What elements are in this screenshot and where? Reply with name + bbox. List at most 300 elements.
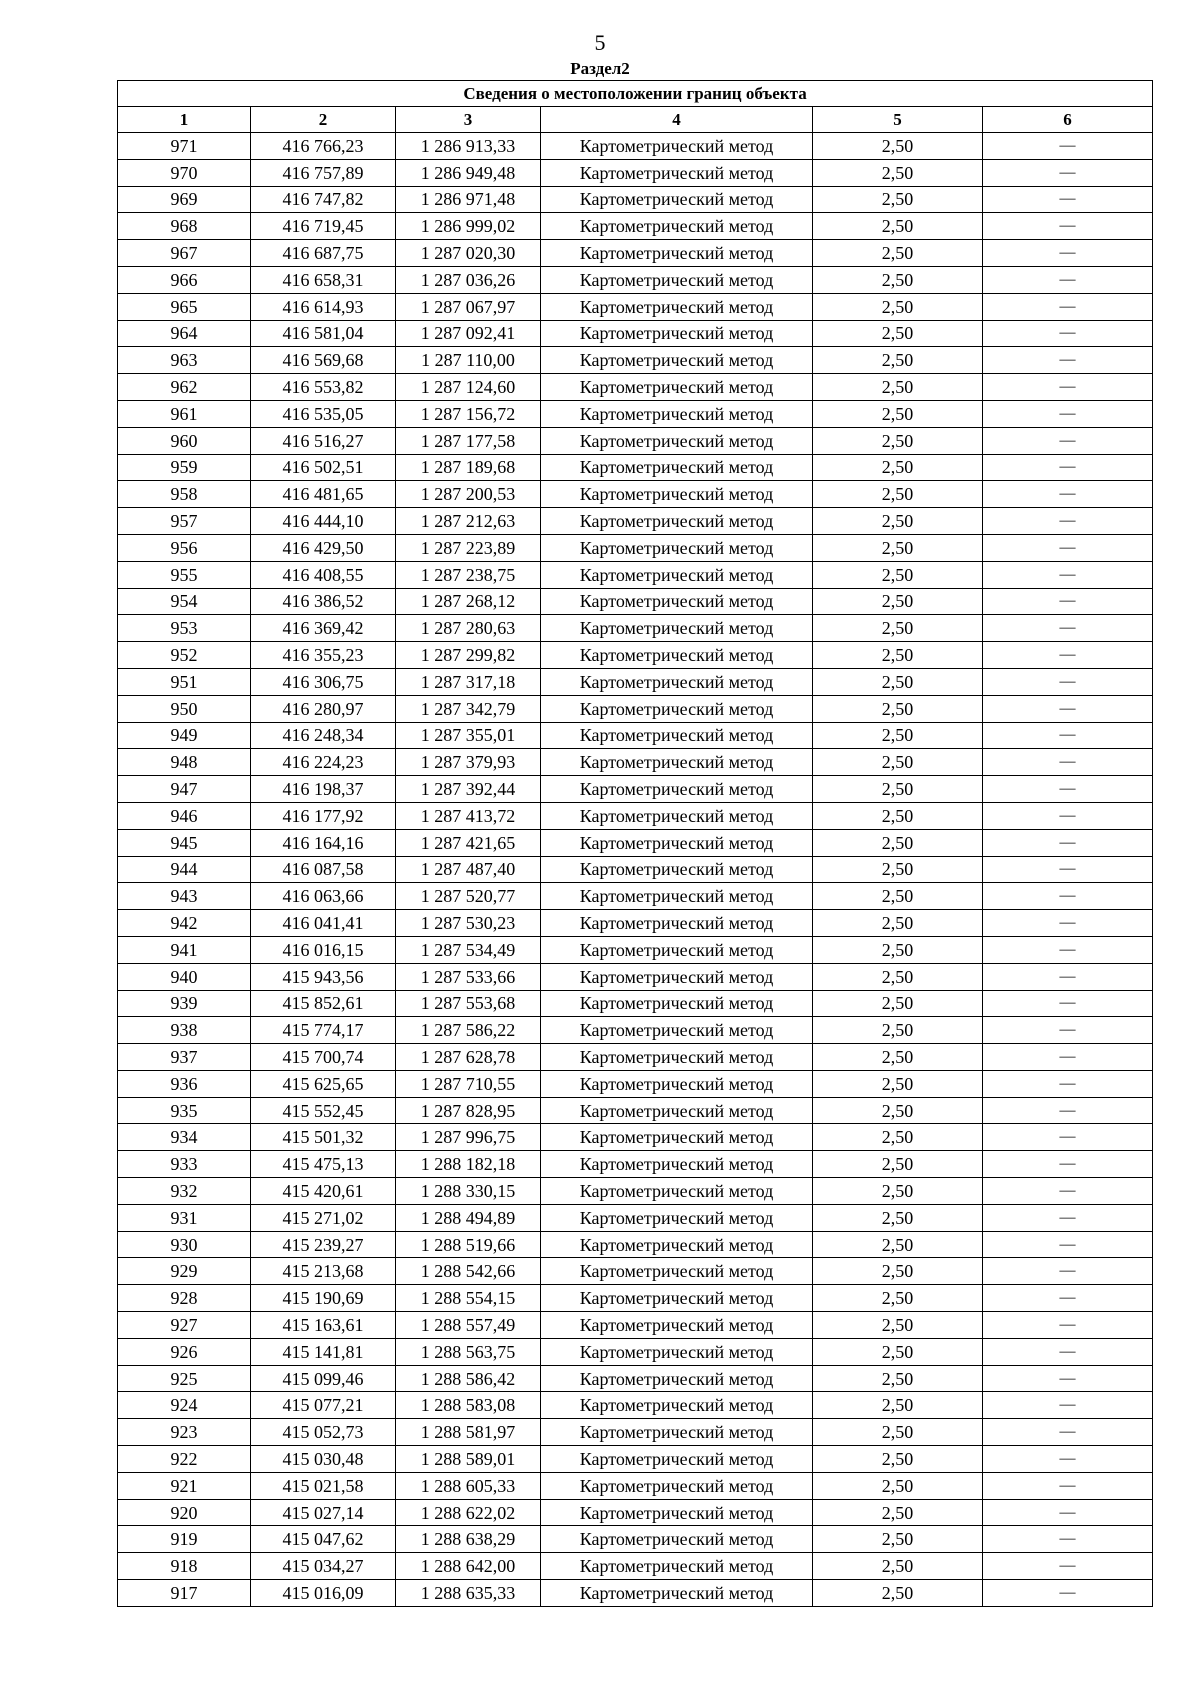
table-row	[118, 1499, 1153, 1526]
table-row	[118, 1312, 1153, 1339]
point-number-cell: 962	[118, 374, 251, 401]
method-cell: Картометрический метод	[541, 1446, 813, 1473]
column-number-5: 5	[813, 107, 983, 133]
x-coordinate-cell: 416 569,68	[251, 347, 396, 374]
point-number-cell: 946	[118, 802, 251, 829]
x-coordinate-cell: 416 248,34	[251, 722, 396, 749]
y-coordinate-cell: 1 287 828,95	[396, 1097, 541, 1124]
note-cell: —	[983, 293, 1153, 320]
note-cell: —	[983, 883, 1153, 910]
point-number-cell: 964	[118, 320, 251, 347]
table-row	[118, 990, 1153, 1017]
y-coordinate-cell: 1 288 622,02	[396, 1499, 541, 1526]
table-row	[118, 642, 1153, 669]
accuracy-cell: 2,50	[813, 695, 983, 722]
accuracy-cell: 2,50	[813, 133, 983, 160]
accuracy-cell: 2,50	[813, 856, 983, 883]
table-row	[118, 1553, 1153, 1580]
y-coordinate-cell: 1 287 533,66	[396, 963, 541, 990]
note-cell: —	[983, 1446, 1153, 1473]
accuracy-cell: 2,50	[813, 374, 983, 401]
x-coordinate-cell: 415 625,65	[251, 1070, 396, 1097]
accuracy-cell: 2,50	[813, 561, 983, 588]
y-coordinate-cell: 1 287 379,93	[396, 749, 541, 776]
method-cell: Картометрический метод	[541, 347, 813, 374]
point-number-cell: 928	[118, 1285, 251, 1312]
method-cell: Картометрический метод	[541, 695, 813, 722]
x-coordinate-cell: 416 306,75	[251, 668, 396, 695]
y-coordinate-cell: 1 288 638,29	[396, 1526, 541, 1553]
note-cell: —	[983, 1553, 1153, 1580]
note-cell: —	[983, 1472, 1153, 1499]
method-cell: Картометрический метод	[541, 561, 813, 588]
y-coordinate-cell: 1 288 581,97	[396, 1419, 541, 1446]
note-cell: —	[983, 186, 1153, 213]
x-coordinate-cell: 415 475,13	[251, 1151, 396, 1178]
method-cell: Картометрический метод	[541, 293, 813, 320]
y-coordinate-cell: 1 287 487,40	[396, 856, 541, 883]
accuracy-cell: 2,50	[813, 668, 983, 695]
accuracy-cell: 2,50	[813, 186, 983, 213]
method-cell: Картометрический метод	[541, 802, 813, 829]
accuracy-cell: 2,50	[813, 615, 983, 642]
accuracy-cell: 2,50	[813, 1526, 983, 1553]
point-number-cell: 940	[118, 963, 251, 990]
y-coordinate-cell: 1 288 557,49	[396, 1312, 541, 1339]
point-number-cell: 968	[118, 213, 251, 240]
y-coordinate-cell: 1 288 494,89	[396, 1204, 541, 1231]
method-cell: Картометрический метод	[541, 749, 813, 776]
point-number-cell: 925	[118, 1365, 251, 1392]
y-coordinate-cell: 1 287 280,63	[396, 615, 541, 642]
point-number-cell: 945	[118, 829, 251, 856]
point-number-cell: 963	[118, 347, 251, 374]
y-coordinate-cell: 1 288 519,66	[396, 1231, 541, 1258]
y-coordinate-cell: 1 288 583,08	[396, 1392, 541, 1419]
table-row	[118, 1231, 1153, 1258]
note-cell: —	[983, 1151, 1153, 1178]
accuracy-cell: 2,50	[813, 213, 983, 240]
table-row	[118, 159, 1153, 186]
x-coordinate-cell: 415 852,61	[251, 990, 396, 1017]
method-cell: Картометрический метод	[541, 1070, 813, 1097]
y-coordinate-cell: 1 287 534,49	[396, 936, 541, 963]
table-row	[118, 1285, 1153, 1312]
accuracy-cell: 2,50	[813, 990, 983, 1017]
method-cell: Картометрический метод	[541, 1231, 813, 1258]
note-cell: —	[983, 1258, 1153, 1285]
accuracy-cell: 2,50	[813, 1580, 983, 1607]
x-coordinate-cell: 415 021,58	[251, 1472, 396, 1499]
table-row	[118, 213, 1153, 240]
accuracy-cell: 2,50	[813, 1204, 983, 1231]
y-coordinate-cell: 1 287 036,26	[396, 266, 541, 293]
accuracy-cell: 2,50	[813, 749, 983, 776]
x-coordinate-cell: 415 190,69	[251, 1285, 396, 1312]
note-cell: —	[983, 561, 1153, 588]
method-cell: Картометрический метод	[541, 534, 813, 561]
note-cell: —	[983, 695, 1153, 722]
note-cell: —	[983, 615, 1153, 642]
note-cell: —	[983, 454, 1153, 481]
x-coordinate-cell: 416 386,52	[251, 588, 396, 615]
point-number-cell: 930	[118, 1231, 251, 1258]
accuracy-cell: 2,50	[813, 481, 983, 508]
method-cell: Картометрический метод	[541, 963, 813, 990]
accuracy-cell: 2,50	[813, 1365, 983, 1392]
accuracy-cell: 2,50	[813, 508, 983, 535]
method-cell: Картометрический метод	[541, 1258, 813, 1285]
point-number-cell: 971	[118, 133, 251, 160]
y-coordinate-cell: 1 287 520,77	[396, 883, 541, 910]
table-body	[118, 133, 1153, 1607]
table-row	[118, 749, 1153, 776]
x-coordinate-cell: 415 163,61	[251, 1312, 396, 1339]
x-coordinate-cell: 415 420,61	[251, 1178, 396, 1205]
x-coordinate-cell: 415 700,74	[251, 1044, 396, 1071]
note-cell: —	[983, 963, 1153, 990]
note-cell: —	[983, 1124, 1153, 1151]
note-cell: —	[983, 776, 1153, 803]
y-coordinate-cell: 1 287 110,00	[396, 347, 541, 374]
x-coordinate-cell: 415 016,09	[251, 1580, 396, 1607]
x-coordinate-cell: 415 239,27	[251, 1231, 396, 1258]
x-coordinate-cell: 416 581,04	[251, 320, 396, 347]
x-coordinate-cell: 416 747,82	[251, 186, 396, 213]
y-coordinate-cell: 1 287 238,75	[396, 561, 541, 588]
x-coordinate-cell: 416 177,92	[251, 802, 396, 829]
point-number-cell: 957	[118, 508, 251, 535]
point-number-cell: 943	[118, 883, 251, 910]
point-number-cell: 954	[118, 588, 251, 615]
table-row	[118, 1392, 1153, 1419]
accuracy-cell: 2,50	[813, 1151, 983, 1178]
x-coordinate-cell: 416 757,89	[251, 159, 396, 186]
y-coordinate-cell: 1 287 020,30	[396, 240, 541, 267]
method-cell: Картометрический метод	[541, 668, 813, 695]
y-coordinate-cell: 1 287 156,72	[396, 400, 541, 427]
boundary-table	[117, 80, 1153, 1607]
note-cell: —	[983, 1017, 1153, 1044]
note-cell: —	[983, 481, 1153, 508]
point-number-cell: 959	[118, 454, 251, 481]
accuracy-cell: 2,50	[813, 1070, 983, 1097]
accuracy-cell: 2,50	[813, 534, 983, 561]
method-cell: Картометрический метод	[541, 588, 813, 615]
accuracy-cell: 2,50	[813, 1124, 983, 1151]
table-row	[118, 133, 1153, 160]
method-cell: Картометрический метод	[541, 1472, 813, 1499]
note-cell: —	[983, 1580, 1153, 1607]
x-coordinate-cell: 416 444,10	[251, 508, 396, 535]
table-row	[118, 266, 1153, 293]
y-coordinate-cell: 1 287 421,65	[396, 829, 541, 856]
y-coordinate-cell: 1 287 223,89	[396, 534, 541, 561]
method-cell: Картометрический метод	[541, 1553, 813, 1580]
note-cell: —	[983, 133, 1153, 160]
point-number-cell: 948	[118, 749, 251, 776]
column-number-3: 3	[396, 107, 541, 133]
accuracy-cell: 2,50	[813, 320, 983, 347]
accuracy-cell: 2,50	[813, 427, 983, 454]
y-coordinate-cell: 1 288 586,42	[396, 1365, 541, 1392]
column-number-2: 2	[251, 107, 396, 133]
y-coordinate-cell: 1 287 200,53	[396, 481, 541, 508]
x-coordinate-cell: 416 041,41	[251, 910, 396, 937]
accuracy-cell: 2,50	[813, 347, 983, 374]
y-coordinate-cell: 1 287 317,18	[396, 668, 541, 695]
accuracy-cell: 2,50	[813, 642, 983, 669]
point-number-cell: 927	[118, 1312, 251, 1339]
note-cell: —	[983, 1392, 1153, 1419]
page-number: 5	[594, 30, 606, 55]
point-number-cell: 969	[118, 186, 251, 213]
y-coordinate-cell: 1 287 124,60	[396, 374, 541, 401]
x-coordinate-cell: 416 658,31	[251, 266, 396, 293]
y-coordinate-cell: 1 287 553,68	[396, 990, 541, 1017]
method-cell: Картометрический метод	[541, 266, 813, 293]
accuracy-cell: 2,50	[813, 1312, 983, 1339]
method-cell: Картометрический метод	[541, 722, 813, 749]
x-coordinate-cell: 416 224,23	[251, 749, 396, 776]
accuracy-cell: 2,50	[813, 1178, 983, 1205]
point-number-cell: 923	[118, 1419, 251, 1446]
accuracy-cell: 2,50	[813, 1231, 983, 1258]
accuracy-cell: 2,50	[813, 936, 983, 963]
point-number-cell: 917	[118, 1580, 251, 1607]
y-coordinate-cell: 1 287 299,82	[396, 642, 541, 669]
accuracy-cell: 2,50	[813, 776, 983, 803]
y-coordinate-cell: 1 286 949,48	[396, 159, 541, 186]
x-coordinate-cell: 416 687,75	[251, 240, 396, 267]
table-row	[118, 1446, 1153, 1473]
method-cell: Картометрический метод	[541, 427, 813, 454]
accuracy-cell: 2,50	[813, 240, 983, 267]
method-cell: Картометрический метод	[541, 400, 813, 427]
method-cell: Картометрический метод	[541, 1097, 813, 1124]
x-coordinate-cell: 415 552,45	[251, 1097, 396, 1124]
accuracy-cell: 2,50	[813, 883, 983, 910]
table-row	[118, 481, 1153, 508]
point-number-cell: 941	[118, 936, 251, 963]
method-cell: Картометрический метод	[541, 213, 813, 240]
x-coordinate-cell: 416 063,66	[251, 883, 396, 910]
x-coordinate-cell: 416 614,93	[251, 293, 396, 320]
point-number-cell: 966	[118, 266, 251, 293]
method-cell: Картометрический метод	[541, 883, 813, 910]
table-row	[118, 1070, 1153, 1097]
x-coordinate-cell: 416 369,42	[251, 615, 396, 642]
note-cell: —	[983, 400, 1153, 427]
x-coordinate-cell: 416 535,05	[251, 400, 396, 427]
method-cell: Картометрический метод	[541, 1044, 813, 1071]
point-number-cell: 935	[118, 1097, 251, 1124]
x-coordinate-cell: 416 766,23	[251, 133, 396, 160]
table-row	[118, 936, 1153, 963]
point-number-cell: 958	[118, 481, 251, 508]
y-coordinate-cell: 1 287 355,01	[396, 722, 541, 749]
method-cell: Картометрический метод	[541, 133, 813, 160]
accuracy-cell: 2,50	[813, 1097, 983, 1124]
table-row	[118, 374, 1153, 401]
x-coordinate-cell: 415 052,73	[251, 1419, 396, 1446]
table-row	[118, 240, 1153, 267]
x-coordinate-cell: 416 481,65	[251, 481, 396, 508]
note-cell: —	[983, 1204, 1153, 1231]
note-cell: —	[983, 320, 1153, 347]
note-cell: —	[983, 427, 1153, 454]
y-coordinate-cell: 1 288 635,33	[396, 1580, 541, 1607]
note-cell: —	[983, 802, 1153, 829]
point-number-cell: 922	[118, 1446, 251, 1473]
note-cell: —	[983, 240, 1153, 267]
note-cell: —	[983, 1231, 1153, 1258]
x-coordinate-cell: 416 516,27	[251, 427, 396, 454]
note-cell: —	[983, 990, 1153, 1017]
table-row	[118, 293, 1153, 320]
table-row	[118, 1017, 1153, 1044]
accuracy-cell: 2,50	[813, 1338, 983, 1365]
accuracy-cell: 2,50	[813, 1472, 983, 1499]
table-row	[118, 1338, 1153, 1365]
accuracy-cell: 2,50	[813, 1258, 983, 1285]
accuracy-cell: 2,50	[813, 722, 983, 749]
accuracy-cell: 2,50	[813, 829, 983, 856]
accuracy-cell: 2,50	[813, 910, 983, 937]
table-row	[118, 963, 1153, 990]
x-coordinate-cell: 416 355,23	[251, 642, 396, 669]
y-coordinate-cell: 1 288 642,00	[396, 1553, 541, 1580]
method-cell: Картометрический метод	[541, 1312, 813, 1339]
table-row	[118, 1526, 1153, 1553]
method-cell: Картометрический метод	[541, 829, 813, 856]
table-row	[118, 400, 1153, 427]
point-number-cell: 929	[118, 1258, 251, 1285]
point-number-cell: 970	[118, 159, 251, 186]
x-coordinate-cell: 415 943,56	[251, 963, 396, 990]
table-row	[118, 668, 1153, 695]
accuracy-cell: 2,50	[813, 266, 983, 293]
x-coordinate-cell: 415 047,62	[251, 1526, 396, 1553]
note-cell: —	[983, 1419, 1153, 1446]
method-cell: Картометрический метод	[541, 936, 813, 963]
note-cell: —	[983, 374, 1153, 401]
x-coordinate-cell: 416 198,37	[251, 776, 396, 803]
column-number-6: 6	[983, 107, 1153, 133]
table-row	[118, 1204, 1153, 1231]
y-coordinate-cell: 1 287 530,23	[396, 910, 541, 937]
point-number-cell: 921	[118, 1472, 251, 1499]
note-cell: —	[983, 1338, 1153, 1365]
note-cell: —	[983, 722, 1153, 749]
y-coordinate-cell: 1 287 092,41	[396, 320, 541, 347]
point-number-cell: 960	[118, 427, 251, 454]
point-number-cell: 953	[118, 615, 251, 642]
note-cell: —	[983, 1499, 1153, 1526]
y-coordinate-cell: 1 288 182,18	[396, 1151, 541, 1178]
method-cell: Картометрический метод	[541, 481, 813, 508]
note-cell: —	[983, 829, 1153, 856]
point-number-cell: 933	[118, 1151, 251, 1178]
table-row	[118, 1419, 1153, 1446]
table-row	[118, 910, 1153, 937]
note-cell: —	[983, 668, 1153, 695]
table-row	[118, 695, 1153, 722]
method-cell: Картометрический метод	[541, 1392, 813, 1419]
method-cell: Картометрический метод	[541, 320, 813, 347]
table-row	[118, 1097, 1153, 1124]
note-cell: —	[983, 1044, 1153, 1071]
point-number-cell: 931	[118, 1204, 251, 1231]
table-row	[118, 856, 1153, 883]
table-caption: Сведения о местоположении границ объекта	[118, 81, 1153, 107]
note-cell: —	[983, 1178, 1153, 1205]
y-coordinate-cell: 1 287 212,63	[396, 508, 541, 535]
point-number-cell: 965	[118, 293, 251, 320]
y-coordinate-cell: 1 287 189,68	[396, 454, 541, 481]
x-coordinate-cell: 415 213,68	[251, 1258, 396, 1285]
note-cell: —	[983, 508, 1153, 535]
y-coordinate-cell: 1 288 589,01	[396, 1446, 541, 1473]
table-row	[118, 588, 1153, 615]
note-cell: —	[983, 1097, 1153, 1124]
y-coordinate-cell: 1 286 999,02	[396, 213, 541, 240]
y-coordinate-cell: 1 286 913,33	[396, 133, 541, 160]
x-coordinate-cell: 415 077,21	[251, 1392, 396, 1419]
method-cell: Картометрический метод	[541, 508, 813, 535]
accuracy-cell: 2,50	[813, 1017, 983, 1044]
accuracy-cell: 2,50	[813, 1499, 983, 1526]
x-coordinate-cell: 415 030,48	[251, 1446, 396, 1473]
point-number-cell: 924	[118, 1392, 251, 1419]
accuracy-cell: 2,50	[813, 1285, 983, 1312]
note-cell: —	[983, 159, 1153, 186]
accuracy-cell: 2,50	[813, 1553, 983, 1580]
point-number-cell: 967	[118, 240, 251, 267]
method-cell: Картометрический метод	[541, 856, 813, 883]
method-cell: Картометрический метод	[541, 910, 813, 937]
y-coordinate-cell: 1 287 586,22	[396, 1017, 541, 1044]
y-coordinate-cell: 1 288 605,33	[396, 1472, 541, 1499]
table-row	[118, 1365, 1153, 1392]
accuracy-cell: 2,50	[813, 588, 983, 615]
point-number-cell: 956	[118, 534, 251, 561]
table-row	[118, 186, 1153, 213]
note-cell: —	[983, 534, 1153, 561]
table-row	[118, 1178, 1153, 1205]
table-row	[118, 1044, 1153, 1071]
x-coordinate-cell: 415 501,32	[251, 1124, 396, 1151]
accuracy-cell: 2,50	[813, 802, 983, 829]
table-row	[118, 561, 1153, 588]
y-coordinate-cell: 1 287 710,55	[396, 1070, 541, 1097]
accuracy-cell: 2,50	[813, 293, 983, 320]
method-cell: Картометрический метод	[541, 1499, 813, 1526]
table-row	[118, 883, 1153, 910]
x-coordinate-cell: 415 271,02	[251, 1204, 396, 1231]
column-number-4: 4	[541, 107, 813, 133]
note-cell: —	[983, 588, 1153, 615]
point-number-cell: 939	[118, 990, 251, 1017]
x-coordinate-cell: 416 553,82	[251, 374, 396, 401]
table-row	[118, 829, 1153, 856]
table-row	[118, 1472, 1153, 1499]
x-coordinate-cell: 415 034,27	[251, 1553, 396, 1580]
note-cell: —	[983, 910, 1153, 937]
point-number-cell: 932	[118, 1178, 251, 1205]
point-number-cell: 951	[118, 668, 251, 695]
table-row	[118, 320, 1153, 347]
